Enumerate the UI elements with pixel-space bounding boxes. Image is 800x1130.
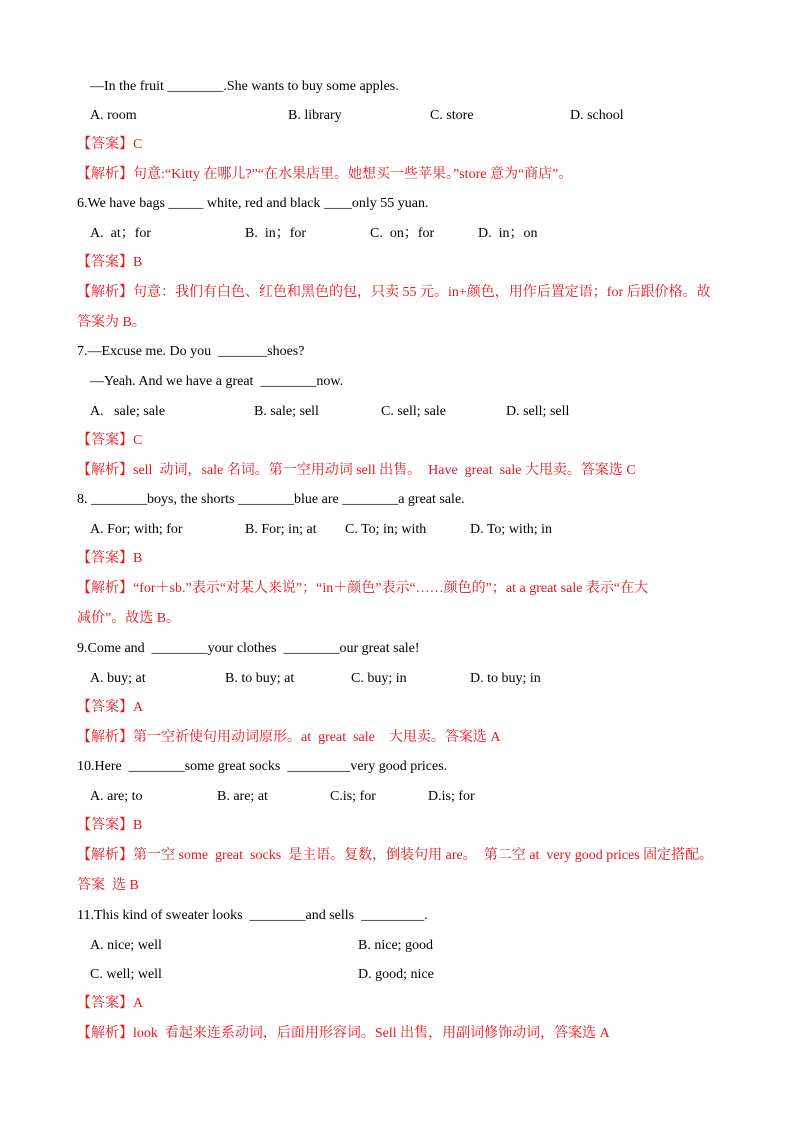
option-d: D. school [570, 108, 624, 123]
question-text: 10.Here ________some great socks _________very good prices. [77, 759, 448, 774]
options-row [90, 788, 730, 806]
question-text: 7.—Excuse me. Do you _______shoes? [77, 344, 305, 359]
options-row [90, 403, 730, 421]
option-d: D. good; nice [358, 967, 434, 982]
option-c: C. buy; in [351, 671, 407, 686]
option-a: A. are; to [90, 789, 143, 804]
option-a: A. room [90, 108, 137, 123]
analysis-text: 【解析】句意：我们有白色、红色和黑色的包，只卖 55 元。in+颜色，用作后置定语；for 后跟价格。故 [77, 285, 711, 300]
answer-label: 【答案】B [77, 818, 143, 833]
option-b: B. are; at [217, 789, 268, 804]
analysis-text: 【解析】sell 动词，sale 名词。第一空用动词 sell 出售。 Have great sale 大甩卖。答案选 C [77, 463, 636, 478]
option-c: C. To; in; with [345, 522, 427, 537]
option-a: A. sale; sale [90, 404, 166, 419]
answer-label: 【答案】C [77, 137, 143, 152]
option-a: A. buy; at [90, 671, 146, 686]
option-a: A. For; with; for [90, 522, 183, 537]
analysis-text: 答案为 B。 [77, 315, 146, 330]
option-d: D. sell; sell [506, 404, 570, 419]
analysis-text: 减价”。故选 B。 [77, 611, 181, 626]
answer-label: 【答案】A [77, 700, 144, 715]
question-text: 8. ________boys, the shorts ________blue are ________a great sale. [77, 492, 465, 507]
option-b: B. to buy; at [225, 671, 295, 686]
answer-label: 【答案】C [77, 433, 143, 448]
options-row [90, 937, 730, 955]
question-text: 11.This kind of sweater looks ________and sells _________. [77, 908, 428, 923]
analysis-text: 【解析】句意:“Kitty 在哪儿?”“在水果店里。她想买一些苹果。”store 意为“商店”。 [77, 167, 573, 182]
question-text: 9.Come and ________your clothes ________our great sale! [77, 641, 420, 656]
question-text: —Yeah. And we have a great ________now. [90, 374, 344, 389]
option-c: C. store [430, 108, 474, 123]
analysis-text: 【解析】look 看起来连系动词，后面用形容词。Sell 出售，用副词修饰动词，答案选 A [77, 1026, 610, 1041]
option-a: A. at；for [90, 226, 152, 241]
options-row [90, 521, 730, 539]
option-a: A. nice; well [90, 938, 162, 953]
options-row [90, 225, 730, 243]
option-c: C. on；for [370, 226, 435, 241]
option-d: D.is; for [428, 789, 475, 804]
analysis-text: 【解析】“for＋sb.”表示“对某人来说”；“in＋颜色”表示“……颜色的”；at a great sale 表示“在大 [77, 581, 649, 596]
option-b: B. For; in; at [245, 522, 317, 537]
options-row [90, 966, 730, 984]
option-d: D. To; with; in [470, 522, 552, 537]
option-d: D. in；on [478, 226, 538, 241]
analysis-text: 【解析】第一空 some great socks 是主语。复数，倒装句用 are。 第二空 at very good prices 固定搭配。 [77, 848, 714, 863]
option-c: C. sell; sale [381, 404, 446, 419]
option-b: B. sale; sell [254, 404, 319, 419]
option-d: D. to buy; in [470, 671, 541, 686]
option-b: B. library [288, 108, 342, 123]
option-c: C.is; for [330, 789, 376, 804]
options-row [90, 107, 730, 125]
analysis-text: 答案 选 B [77, 878, 139, 893]
question-text: —In the fruit ________.She wants to buy some apples. [90, 79, 399, 94]
answer-label: 【答案】A [77, 996, 144, 1011]
option-b: B. nice; good [358, 938, 434, 953]
option-b: B. in；for [245, 226, 307, 241]
option-c: C. well; well [90, 967, 162, 982]
options-row [90, 670, 730, 688]
analysis-text: 【解析】第一空祈使句用动词原形。at great sale 大甩卖。答案选 A [77, 730, 501, 745]
answer-label: 【答案】B [77, 551, 143, 566]
question-text: 6.We have bags _____ white, red and black ____only 55 yuan. [77, 196, 429, 211]
answer-label: 【答案】B [77, 255, 143, 270]
